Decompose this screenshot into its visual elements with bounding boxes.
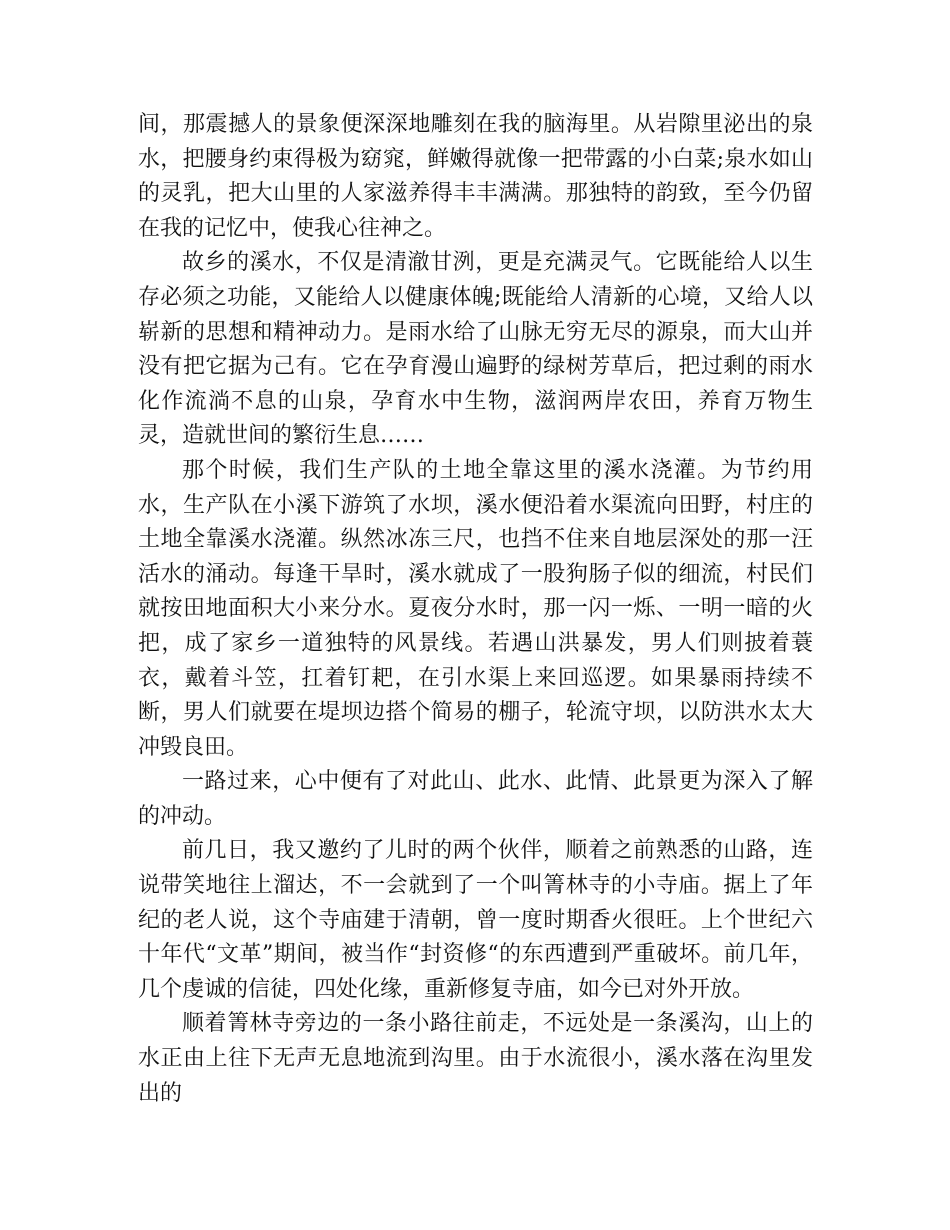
paragraph-1: 间，那震撼人的景象便深深地雕刻在我的脑海里。从岩隙里泌出的泉水，把腰身约束得极为窈窕，鲜嫩得就像一把带露的小白菜;泉水如山的灵乳，把大山里的人家滋养得丰丰满满。那独特的韵致，至今仍留在我的记忆中，使我心往神之。: [138, 112, 813, 241]
paragraph-4: 一路过来，心中便有了对此山、此水、此情、此景更为深入了解的冲动。: [138, 769, 813, 829]
paragraph-3: 那个时候，我们生产队的土地全靠这里的溪水浇灌。为节约用水，生产队在小溪下游筑了水坝，溪水便沿着水渠流向田野，村庄的土地全靠溪水浇灌。纵然冰冻三尺，也挡不住来自地层深处的那一汪活水的涌动。每逢干旱时，溪水就成了一股狗肠子似的细流，村民们就按田地面积大小来分水。夏夜分水时，那一闪一烁、一明一暗的火把，成了家乡一道独特的风景线。若遇山洪暴发，男人们则披着蓑衣，戴着斗笠，扛着钉耙，在引水渠上来回巡逻。如果暴雨持续不断，男人们就要在堤坝边搭个简易的棚子，轮流守坝，以防洪水太大冲毁良田。: [138, 457, 813, 760]
paragraph-5: 前几日，我又邀约了儿时的两个伙伴，顺着之前熟悉的山路，连说带笑地往上溜达，不一会就到了一个叫箐林寺的小寺庙。据上了年纪的老人说，这个寺庙建于清朝，曾一度时期香火很旺。上个世纪六十年代“文革”期间，被当作“封资修“的东西遭到严重破坏。前几年，几个虔诚的信徒，四处化缘，重新修复寺庙，如今已对外开放。: [138, 838, 813, 1002]
paragraph-2: 故乡的溪水，不仅是清澈甘洌，更是充满灵气。它既能给人以生存必须之功能，又能给人以健康体魄;既能给人清新的心境，又给人以崭新的思想和精神动力。是雨水给了山脉无穷无尽的源泉，而大山并没有把它据为己有。它在孕育漫山遍野的绿树芳草后，把过剩的雨水化作流淌不息的山泉，孕育水中生物，滋润两岸农田，养育万物生灵，造就世间的繁衍生息……: [138, 250, 813, 449]
document-body: [138, 108, 813, 1111]
paragraph-6: 顺着箐林寺旁边的一条小路往前走，不远处是一条溪沟，山上的水正由上往下无声无息地流到沟里。由于水流很小，溪水落在沟里发出的: [138, 1011, 813, 1106]
